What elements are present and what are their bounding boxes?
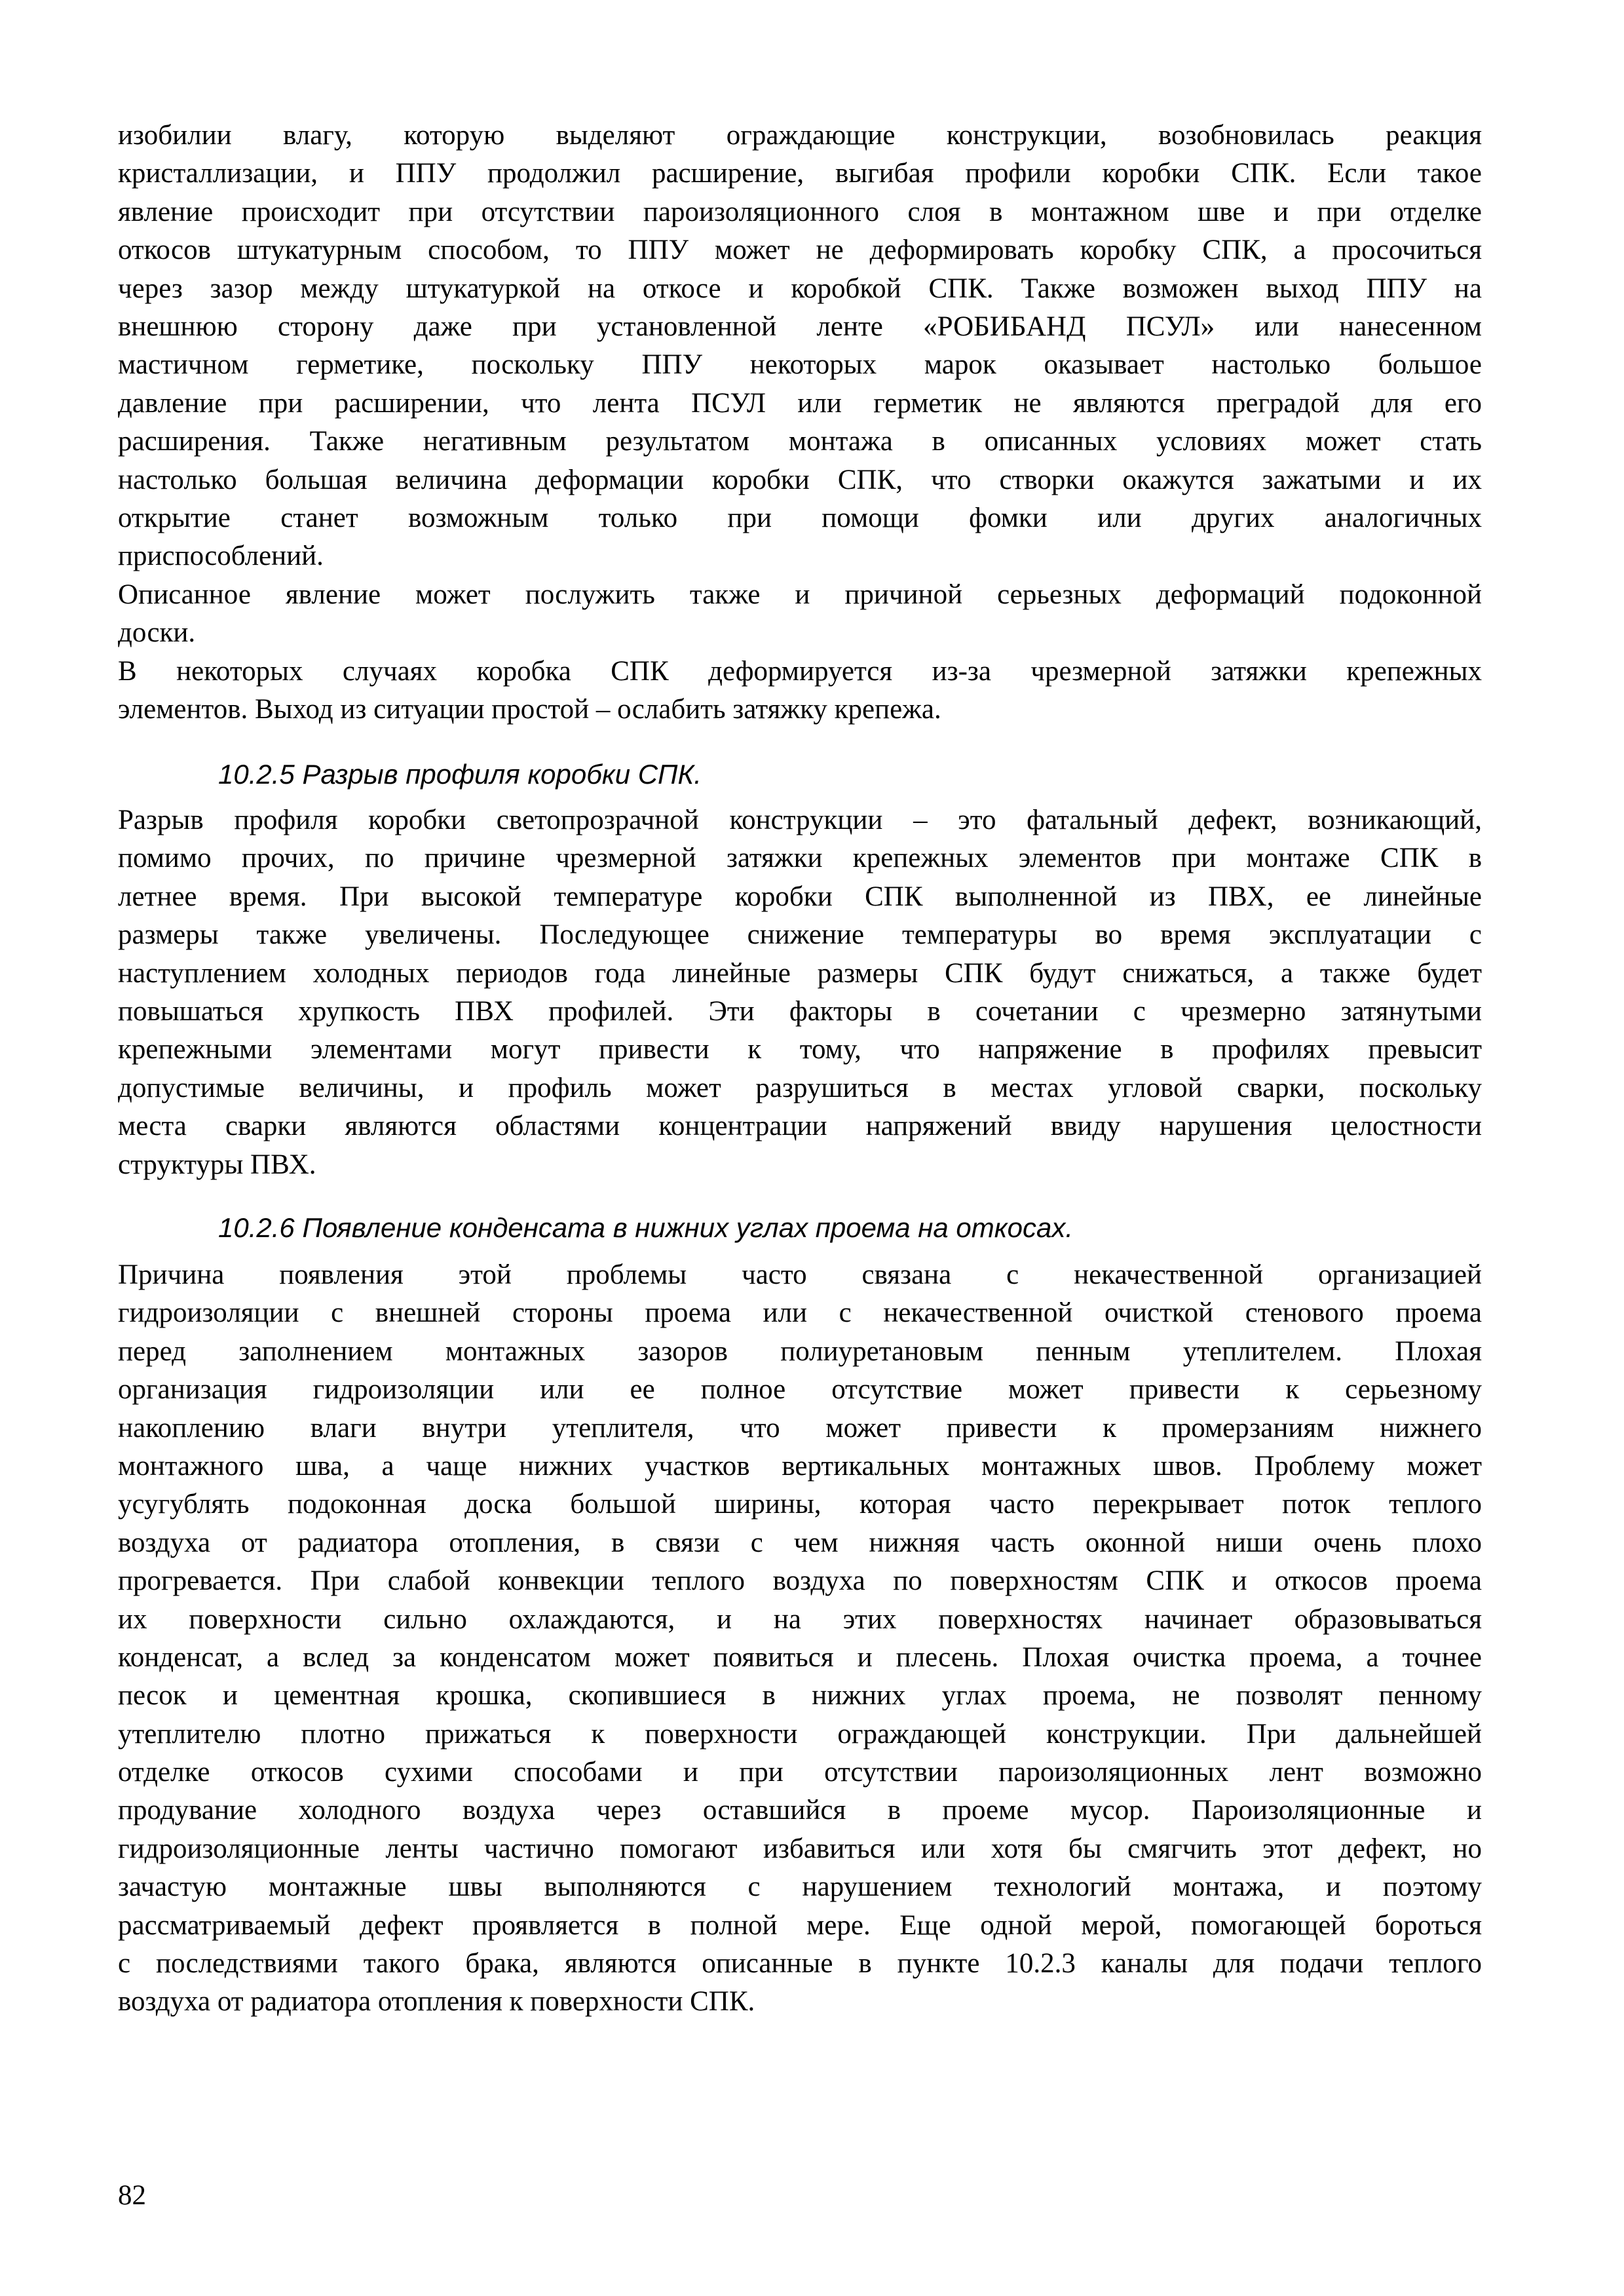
text-line: накоплению влаги внутри утеплителя, что может привести к промерзаниям нижнего <box>118 1412 1482 1444</box>
text-line: помимо прочих, по причине чрезмерной затяжки крепежных элементов при монтаже СПК в <box>118 843 1482 874</box>
text-line: изобилии влагу, которую выделяют ограждающие конструкции, возобновилась реакция <box>118 120 1482 151</box>
text-line: утеплителю плотно прижаться к поверхности ограждающей конструкции. При дальнейшей <box>118 1718 1482 1750</box>
text-line: усугублять подоконная доска большой ширины, которая часто перекрывает поток теплого <box>118 1489 1482 1520</box>
text-line: воздуха от радиатора отопления, в связи с чем нижняя часть оконной ниши очень плохо <box>118 1527 1482 1558</box>
text-line: настолько большая величина деформации коробки СПК, что створки окажутся зажатыми и их <box>118 464 1482 495</box>
text-line: В некоторых случаях коробка СПК деформируется из-за чрезмерной затяжки крепежных <box>118 656 1482 687</box>
text-line: внешнюю сторону даже при установленной ленте «РОБИБАНД ПСУЛ» или нанесенном <box>118 311 1482 342</box>
text-line: продувание холодного воздуха через оставшийся в проеме мусор. Пароизоляционные и <box>118 1795 1482 1826</box>
text-line: открытие станет возможным только при помощи фомки или других аналогичных <box>118 502 1482 533</box>
text-line: приспособлений. <box>118 541 324 572</box>
text-line: элементов. Выход из ситуации простой – ослабить затяжку крепежа. <box>118 694 941 725</box>
text-line: откосов штукатурным способом, то ППУ может не деформировать коробку СПК, а просочиться <box>118 235 1482 266</box>
text-line: с последствиями такого брака, являются описанные в пункте 10.2.3 каналы для подачи теплого <box>118 1948 1482 1980</box>
paragraph-profile-rupture <box>118 801 1482 1184</box>
text-line: явление происходит при отсутствии пароизоляционного слоя в монтажном шве и при отделке <box>118 196 1482 227</box>
text-line: перед заполнением монтажных зазоров полиуретановым пенным утеплителем. Плохая <box>118 1335 1482 1367</box>
text-line: рассматриваемый дефект проявляется в полной мере. Еще одной мерой, помогающей бороться <box>118 1909 1482 1941</box>
text-line: организация гидроизоляции или ее полное отсутствие может привести к серьезному <box>118 1374 1482 1406</box>
paragraph-fastener-tightening <box>118 653 1482 729</box>
section-heading-10-2-6: 10.2.6 Появление конденсата в нижних углах проема на откосах. <box>218 1212 1073 1243</box>
text-line: прогревается. При слабой конвекции теплого воздуха по поверхностям СПК и откосов проема <box>118 1565 1482 1597</box>
text-line: повышаться хрупкость ПВХ профилей. Эти факторы в сочетании с чрезмерно затянутыми <box>118 995 1482 1027</box>
text-line: допустимые величины, и профиль может разрушиться в местах угловой сварки, поскольку <box>118 1072 1482 1103</box>
text-line: давление при расширении, что лента ПСУЛ или герметик не являются преградой для его <box>118 387 1482 419</box>
text-line: размеры также увеличены. Последующее снижение температуры во время эксплуатации с <box>118 919 1482 951</box>
text-line: зачастую монтажные швы выполняются с нарушением технологий монтажа, и поэтому <box>118 1871 1482 1903</box>
text-line: места сварки являются областями концентрации напряжений ввиду нарушения целостности <box>118 1111 1482 1142</box>
text-line: Разрыв профиля коробки светопрозрачной конструкции – это фатальный дефект, возникающий, <box>118 805 1482 835</box>
text-line: конденсат, а вслед за конденсатом может появиться и плесень. Плохая очистка проема, а точнее <box>118 1641 1482 1673</box>
text-line: воздуха от радиатора отопления к поверхности СПК. <box>118 1986 755 2018</box>
text-line: наступлением холодных периодов года линейные размеры СПК будут снижаться, а также будет <box>118 957 1482 989</box>
text-line: мастичном герметике, поскольку ППУ некоторых марок оказывает настолько большое <box>118 349 1482 381</box>
text-line: Описанное явление может послужить также и причиной серьезных деформаций подоконной <box>118 579 1482 610</box>
page-number: 82 <box>118 2180 146 2211</box>
text-line: летнее время. При высокой температуре коробки СПК выполненной из ПВХ, ее линейные <box>118 881 1482 912</box>
paragraph-ppu-expansion <box>118 117 1482 576</box>
text-line: гидроизоляционные ленты частично помогают избавиться или хотя бы смягчить этот дефект, но <box>118 1833 1482 1864</box>
text-line: крепежными элементами могут привести к тому, что напряжение в профилях превысит <box>118 1034 1482 1065</box>
paragraph-condensation <box>118 1256 1482 2021</box>
text-line: монтажного шва, а чаще нижних участков вертикальных монтажных швов. Проблему может <box>118 1450 1482 1482</box>
text-line: Причина появления этой проблемы часто связана с некачественной организацией <box>118 1259 1482 1290</box>
text-line: кристаллизации, и ППУ продолжил расширение, выгибая профили коробки СПК. Если такое <box>118 158 1482 189</box>
text-line: гидроизоляции с внешней стороны проема или с некачественной очисткой стенового проема <box>118 1297 1482 1329</box>
section-heading-10-2-5: 10.2.5 Разрыв профиля коробки СПК. <box>218 759 702 790</box>
paragraph-sill-deformation <box>118 576 1482 653</box>
text-line: структуры ПВХ. <box>118 1149 316 1180</box>
text-line: песок и цементная крошка, скопившиеся в нижних углах проема, не позволят пенному <box>118 1680 1482 1712</box>
text-line: отделке откосов сухими способами и при отсутствии пароизоляционных лент возможно <box>118 1757 1482 1788</box>
text-line: доски. <box>118 617 196 649</box>
text-line: расширения. Также негативным результатом монтажа в описанных условиях может стать <box>118 426 1482 457</box>
text-line: их поверхности сильно охлаждаются, и на этих поверхностях начинает образовываться <box>118 1603 1482 1635</box>
text-line: через зазор между штукатуркой на откосе и коробкой СПК. Также возможен выход ППУ на <box>118 273 1482 304</box>
